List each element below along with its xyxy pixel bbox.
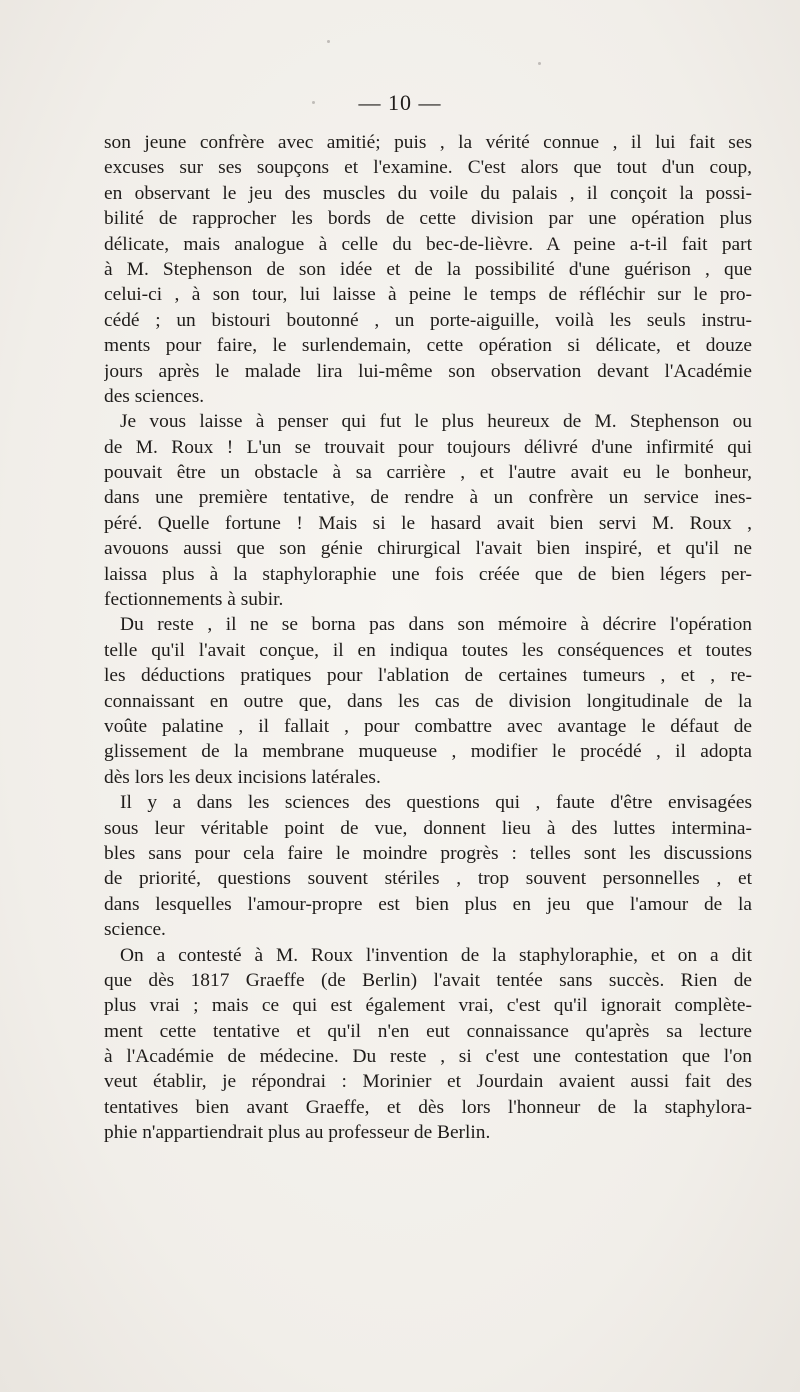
text-line: avouons aussi que son génie chirurgical l'avait bien inspiré, et qu'il ne [104,538,752,560]
text-line: tentatives bien avant Graeffe, et dès lors l'honneur de la staphylora- [104,1096,752,1118]
text-line: bilité de rapprocher les bords de cette division par une opération plus [104,208,752,230]
text-line: les déductions pratiques pour l'ablation de certaines tumeurs , et , re- [104,665,752,687]
text-line: cédé ; un bistouri boutonné , un porte-aiguille, voilà les seuls instru- [104,309,752,331]
text-line: On a contesté à M. Roux l'invention de la staphyloraphie, et on a dit [120,944,752,966]
text-line: de M. Roux ! L'un se trouvait pour toujours délivré d'une infirmité qui [104,436,752,458]
paragraph-5 [104,943,752,1146]
text-line: dans lesquelles l'amour-propre est bien plus en jeu que l'amour de la [104,893,752,915]
text-line: sous leur véritable point de vue, donnent lieu à des luttes intermina- [104,817,752,839]
text-line: en observant le jeu des muscles du voile du palais , il conçoit la possi- [104,182,752,204]
text-line: science. [104,919,166,941]
text-line: glissement de la membrane muqueuse , modifier le procédé , il adopta [104,741,752,763]
text-line: bles sans pour cela faire le moindre progrès : telles sont les discussions [104,842,752,864]
text-line: telle qu'il l'avait conçue, il en indiqua toutes les conséquences et toutes [104,639,752,661]
text-line: veut établir, je répondrai : Morinier et Jourdain avaient aussi fait des [104,1071,752,1093]
text-line: Je vous laisse à penser qui fut le plus heureux de M. Stephenson ou [120,411,752,433]
text-line: Du reste , il ne se borna pas dans son mémoire à décrire l'opération [120,614,752,636]
text-line: péré. Quelle fortune ! Mais si le hasard avait bien servi M. Roux , [104,512,752,534]
text-line: voûte palatine , il fallait , pour combattre avec avantage le défaut de [104,715,752,737]
text-line: à M. Stephenson de son idée et de la possibilité d'une guérison , que [104,258,752,280]
text-line: fectionnements à subir. [104,589,284,611]
ink-speck [327,40,330,43]
text-line: laissa plus à la staphyloraphie une fois créée que de bien légers per- [104,563,752,585]
text-line: plus vrai ; mais ce qui est également vrai, c'est qu'il ignorait complète- [104,995,752,1017]
text-line: ment cette tentative et qu'il n'en eut connaissance qu'après sa lecture [104,1020,752,1042]
paragraph-4 [104,790,752,942]
text-line: jours après le malade lira lui-même son observation devant l'Académie [104,360,752,382]
text-line: son jeune confrère avec amitié; puis , la vérité connue , il lui fait ses [104,132,752,153]
text-line: dans une première tentative, de rendre à un confrère un service ines- [104,487,752,509]
text-line: des sciences. [104,385,205,407]
text-line: de priorité, questions souvent stériles , trop souvent personnelles , et [104,868,752,890]
text-line: Il y a dans les sciences des questions qui , faute d'être envisagées [120,792,752,814]
text-line: excuses sur ses soupçons et l'examine. C'est alors que tout d'un coup, [104,157,752,179]
text-line: que dès 1817 Graeffe (de Berlin) l'avait tentée sans succès. Rien de [104,969,752,991]
text-line: à l'Académie de médecine. Du reste , si c'est une contestation que l'on [104,1046,752,1068]
text-line: délicate, mais analogue à celle du bec-de-lièvre. A peine a-t-il fait part [104,233,752,255]
text-line: celui-ci , à son tour, lui laisse à peine le temps de réfléchir sur le pro- [104,284,752,306]
ink-speck [538,62,541,65]
paragraph-1 [104,130,752,409]
text-line: pouvait être un obstacle à sa carrière , et l'autre avait eu le bonheur, [104,462,752,484]
page-number: — 10 — [358,90,442,115]
paragraph-3 [104,612,752,790]
text-line: ments pour faire, le surlendemain, cette opération si délicate, et douze [104,335,752,357]
text-line: dès lors les deux incisions latérales. [104,766,381,788]
text-line: phie n'appartiendrait plus au professeur de Berlin. [104,1122,491,1144]
body-text [104,130,752,1146]
paragraph-2 [104,409,752,612]
text-line: connaissant en outre que, dans les cas de division longitudinale de la [104,690,752,712]
